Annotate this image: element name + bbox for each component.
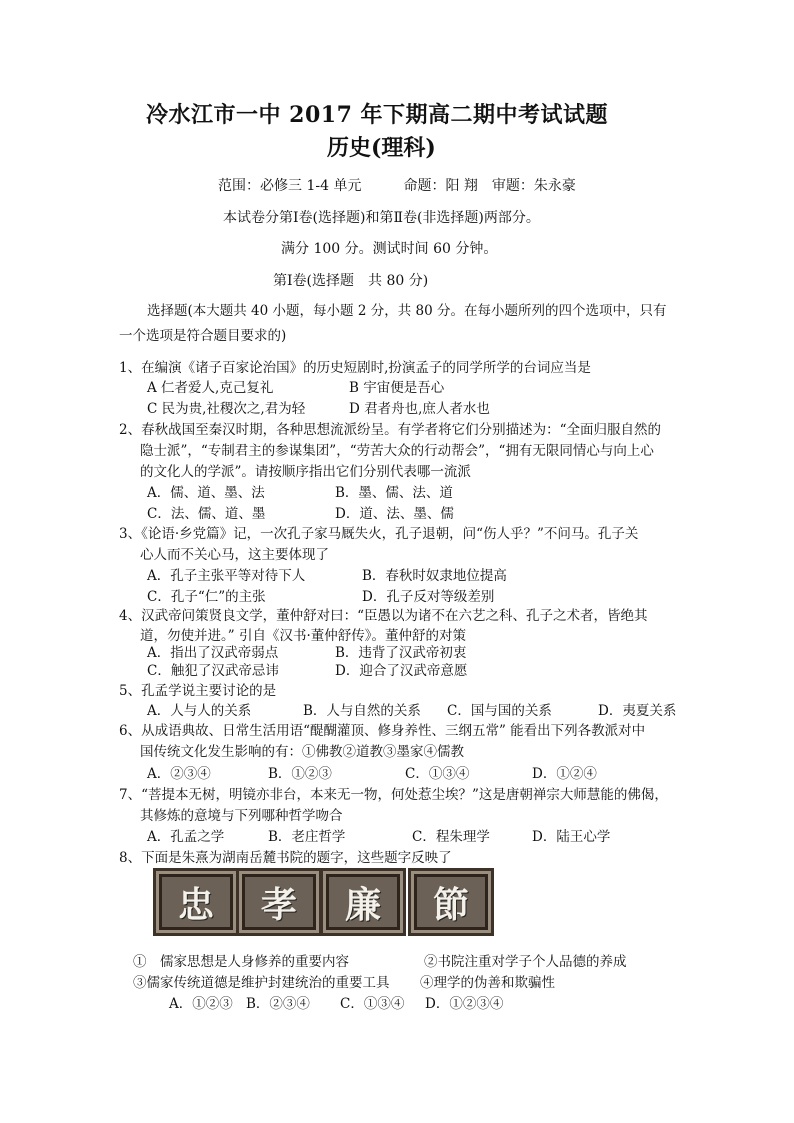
question-3-option-b: B．春秋时奴隶地位提高 bbox=[362, 568, 507, 584]
question-5-option-a: A．人与人的关系 bbox=[147, 703, 252, 719]
question-2-stem: 隐士派”，“专制君主的参谋集团”，“劳苦大众的行动帮会”，“拥有无限同情心与向上心 bbox=[140, 443, 654, 459]
question-5-stem: 5、孔孟学说主要讨论的是 bbox=[119, 683, 277, 699]
question-8-option-a: A．①②③ bbox=[169, 996, 233, 1012]
question-4-option-c: C．触犯了汉武帝忌讳 bbox=[147, 663, 279, 679]
question-5-option-d: D．夷夏关系 bbox=[598, 703, 677, 719]
calligraphy-tile: 廉 bbox=[320, 868, 406, 936]
question-4-option-b: B．违背了汉武帝初衷 bbox=[335, 645, 467, 661]
question-3-stem: 3、《论语·乡党篇》记，一次孔子家马厩失火，孔子退朝，问“伤人乎？”不问马。孔子关 bbox=[119, 526, 639, 542]
question-3-stem: 心人而不关心马，这主要体现了 bbox=[140, 547, 329, 563]
question-8-option-c: C．①③④ bbox=[340, 996, 405, 1012]
question-5-option-b: B．人与自然的关系 bbox=[303, 703, 421, 719]
question-2-stem: 2、春秋战国至秦汉时期，各种思想流派纷呈。有学者将它们分别描述为：“全面归服自然的 bbox=[119, 422, 661, 438]
question-6-option-c: C．①③④ bbox=[405, 766, 470, 782]
exam-score-time: 满分 100 分。测试时间 60 分钟。 bbox=[281, 241, 498, 257]
question-8-statement-3: ③儒家传统道德是维护封建统治的重要工具 bbox=[133, 975, 390, 991]
question-3-option-a: A．孔子主张平等对待下人 bbox=[147, 568, 306, 584]
question-6-option-a: A．②③④ bbox=[147, 766, 211, 782]
question-6-option-d: D．①②④ bbox=[532, 766, 597, 782]
question-8-option-d: D．①②③④ bbox=[425, 996, 504, 1012]
question-6-stem: 6、从成语典故、日常生活用语“醍醐灌顶、修身养性、三纲五常” 能看出下列各教派对中 bbox=[119, 723, 646, 739]
question-3-option-d: D．孔子反对等级差别 bbox=[362, 589, 495, 605]
question-6-option-b: B．①②③ bbox=[268, 766, 332, 782]
question-1-option-a: A 仁者爱人,克己复礼 bbox=[147, 380, 274, 396]
question-4-stem: 道，勿使并进。” 引自《汉书·董仲舒传》。董仲舒的对策 bbox=[140, 628, 466, 644]
question-1-option-b: B 宇宙便是吾心 bbox=[349, 380, 445, 396]
question-2-option-c: C．法、儒、道、墨 bbox=[147, 506, 266, 522]
question-4-option-a: A．指出了汉武帝弱点 bbox=[147, 645, 279, 661]
question-5-option-c: C．国与国的关系 bbox=[447, 703, 552, 719]
question-7-stem: 7、“菩提本无树，明镜亦非台，本来无一物，何处惹尘埃？”这是唐朝禅宗大师慧能的佛偈， bbox=[119, 787, 668, 803]
question-2-option-b: B．墨、儒、法、道 bbox=[335, 485, 453, 501]
question-1-option-c: C 民为贵,社稷次之,君为轻 bbox=[147, 401, 306, 417]
page-title: 冷水江市一中 2017 年下期高二期中考试试题 bbox=[146, 102, 609, 128]
question-4-stem: 4、汉武帝问策贤良文学，董仲舒对曰：“臣愚以为诸不在六艺之科、孔子之术者，皆绝其 bbox=[119, 608, 648, 624]
question-7-option-d: D．陆王心学 bbox=[532, 829, 611, 845]
calligraphy-tile: 孝 bbox=[236, 868, 322, 936]
question-8-statement-4: ④理学的伪善和欺骗性 bbox=[420, 975, 555, 991]
question-2-option-d: D．道、法、墨、儒 bbox=[335, 506, 454, 522]
page-subtitle: 历史(理科) bbox=[327, 135, 436, 161]
exam-sections: 本试卷分第Ⅰ卷(选择题)和第Ⅱ卷(非选择题)两部分。 bbox=[223, 210, 540, 226]
question-1-stem: 1、在编演《诸子百家论治国》的历史短剧时,扮演孟子的同学所学的台词应当是 bbox=[119, 360, 591, 376]
question-8-stem: 8、下面是朱熹为湖南岳麓书院的题字，这些题字反映了 bbox=[119, 850, 452, 866]
question-2-stem: 的文化人的学派”。请按顺序指出它们分别代表哪一流派 bbox=[140, 464, 471, 480]
question-7-stem: 其修炼的意境与下列哪种哲学吻合 bbox=[140, 808, 343, 824]
question-2-option-a: A．儒、道、墨、法 bbox=[147, 485, 265, 501]
instructions-line: 选择题(本大题共 40 小题，每小题 2 分，共 80 分。在每小题所列的四个选项中，只有 bbox=[147, 303, 667, 319]
question-1-option-d: D 君者舟也,庶人者水也 bbox=[349, 401, 490, 417]
question-8-option-b: B．②③④ bbox=[246, 996, 310, 1012]
instructions-line: 一个选项是符合题目要求的) bbox=[119, 328, 287, 344]
part-one-heading: 第Ⅰ卷(选择题 共 80 分) bbox=[273, 273, 429, 289]
question-7-option-c: C．程朱理学 bbox=[412, 829, 490, 845]
question-7-option-b: B．老庄哲学 bbox=[268, 829, 346, 845]
question-8-statement-2: ②书院注重对学子个人品德的养成 bbox=[424, 954, 627, 970]
question-6-stem: 国传统文化发生影响的有：①佛教②道教③墨家④儒教 bbox=[140, 744, 464, 760]
question-8-statement-1: ① 儒家思想是人身修养的重要内容 bbox=[133, 954, 349, 970]
calligraphy-tile: 忠 bbox=[153, 868, 239, 936]
exam-meta: 范围：必修三 1-4 单元 命题：阳 翔 审题：朱永豪 bbox=[218, 178, 576, 194]
question-7-option-a: A．孔孟之学 bbox=[147, 829, 225, 845]
question-3-option-c: C．孔子“仁”的主张 bbox=[147, 589, 266, 605]
calligraphy-tile: 節 bbox=[408, 868, 494, 936]
question-4-option-d: D．迎合了汉武帝意愿 bbox=[335, 663, 468, 679]
